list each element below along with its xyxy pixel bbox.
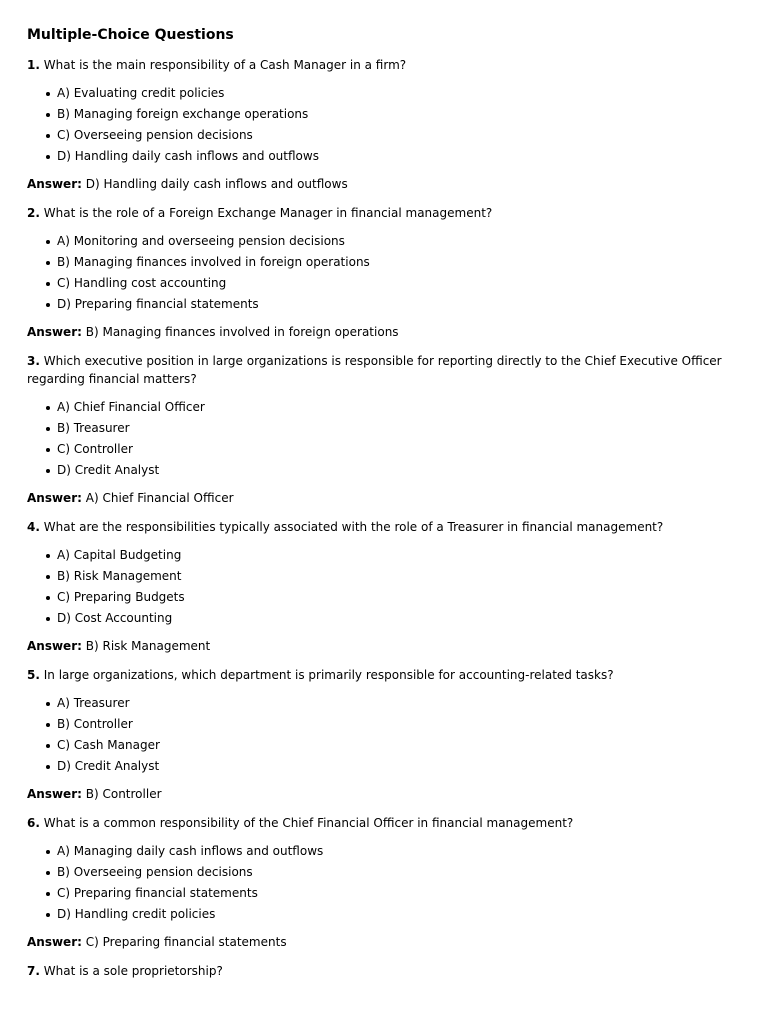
- question-4: [27, 518, 741, 536]
- question-text: What are the responsibilities typically associated with the role of a Treasurer in financial management?: [43, 520, 664, 534]
- options-list-1: [27, 83, 741, 167]
- page-title: Multiple-Choice Questions: [27, 27, 234, 43]
- option-item: C) Controller: [57, 439, 741, 460]
- answer-label: Answer:: [27, 787, 82, 801]
- answer-4: [27, 637, 741, 655]
- question-number: 7.: [27, 964, 40, 978]
- option-item: C) Preparing financial statements: [57, 883, 741, 904]
- answer-6: [27, 933, 741, 951]
- option-item: C) Preparing Budgets: [57, 587, 741, 608]
- answer-text: B) Managing finances involved in foreign operations: [85, 325, 399, 339]
- question-2: [27, 204, 741, 222]
- option-item: A) Treasurer: [57, 693, 741, 714]
- question-text: What is a sole proprietorship?: [43, 964, 223, 978]
- option-item: B) Risk Management: [57, 566, 741, 587]
- answer-label: Answer:: [27, 639, 82, 653]
- question-text: Which executive position in large organizations is responsible for reporting directly to the Chief Executive Officer regarding financial matters?: [27, 354, 722, 386]
- question-1: [27, 56, 741, 74]
- option-item: C) Handling cost accounting: [57, 273, 741, 294]
- answer-text: B) Controller: [85, 787, 162, 801]
- answer-1: [27, 175, 741, 193]
- answer-label: Answer:: [27, 325, 82, 339]
- option-item: D) Handling daily cash inflows and outflows: [57, 146, 741, 167]
- answer-text: D) Handling daily cash inflows and outflows: [85, 177, 348, 191]
- option-item: D) Preparing financial statements: [57, 294, 741, 315]
- option-item: A) Chief Financial Officer: [57, 397, 741, 418]
- option-item: B) Managing finances involved in foreign operations: [57, 252, 741, 273]
- option-item: D) Handling credit policies: [57, 904, 741, 925]
- option-item: C) Overseeing pension decisions: [57, 125, 741, 146]
- option-item: A) Managing daily cash inflows and outflows: [57, 841, 741, 862]
- question-number: 4.: [27, 520, 40, 534]
- question-7: [27, 962, 741, 980]
- option-item: A) Monitoring and overseeing pension decisions: [57, 231, 741, 252]
- question-number: 1.: [27, 58, 40, 72]
- answer-label: Answer:: [27, 935, 82, 949]
- option-item: B) Controller: [57, 714, 741, 735]
- question-text: What is a common responsibility of the Chief Financial Officer in financial management?: [43, 816, 574, 830]
- question-number: 2.: [27, 206, 40, 220]
- options-list-2: [27, 231, 741, 315]
- question-number: 6.: [27, 816, 40, 830]
- question-6: [27, 814, 741, 832]
- option-item: B) Managing foreign exchange operations: [57, 104, 741, 125]
- options-list-3: [27, 397, 741, 481]
- option-item: D) Cost Accounting: [57, 608, 741, 629]
- option-item: D) Credit Analyst: [57, 756, 741, 777]
- question-text: What is the role of a Foreign Exchange Manager in financial management?: [43, 206, 493, 220]
- question-text: In large organizations, which department is primarily responsible for accounting-related tasks?: [43, 668, 614, 682]
- question-5: [27, 666, 741, 684]
- question-number: 3.: [27, 354, 40, 368]
- option-item: B) Treasurer: [57, 418, 741, 439]
- option-item: C) Cash Manager: [57, 735, 741, 756]
- question-3: [27, 352, 741, 388]
- options-list-4: [27, 545, 741, 629]
- option-item: B) Overseeing pension decisions: [57, 862, 741, 883]
- question-text: What is the main responsibility of a Cash Manager in a firm?: [43, 58, 407, 72]
- answer-2: [27, 323, 741, 341]
- options-list-5: [27, 693, 741, 777]
- question-number: 5.: [27, 668, 40, 682]
- option-item: A) Capital Budgeting: [57, 545, 741, 566]
- answer-3: [27, 489, 741, 507]
- answer-label: Answer:: [27, 491, 82, 505]
- options-list-6: [27, 841, 741, 925]
- answer-text: A) Chief Financial Officer: [85, 491, 234, 505]
- answer-text: B) Risk Management: [85, 639, 211, 653]
- answer-text: C) Preparing financial statements: [85, 935, 287, 949]
- option-item: D) Credit Analyst: [57, 460, 741, 481]
- option-item: A) Evaluating credit policies: [57, 83, 741, 104]
- answer-label: Answer:: [27, 177, 82, 191]
- answer-5: [27, 785, 741, 803]
